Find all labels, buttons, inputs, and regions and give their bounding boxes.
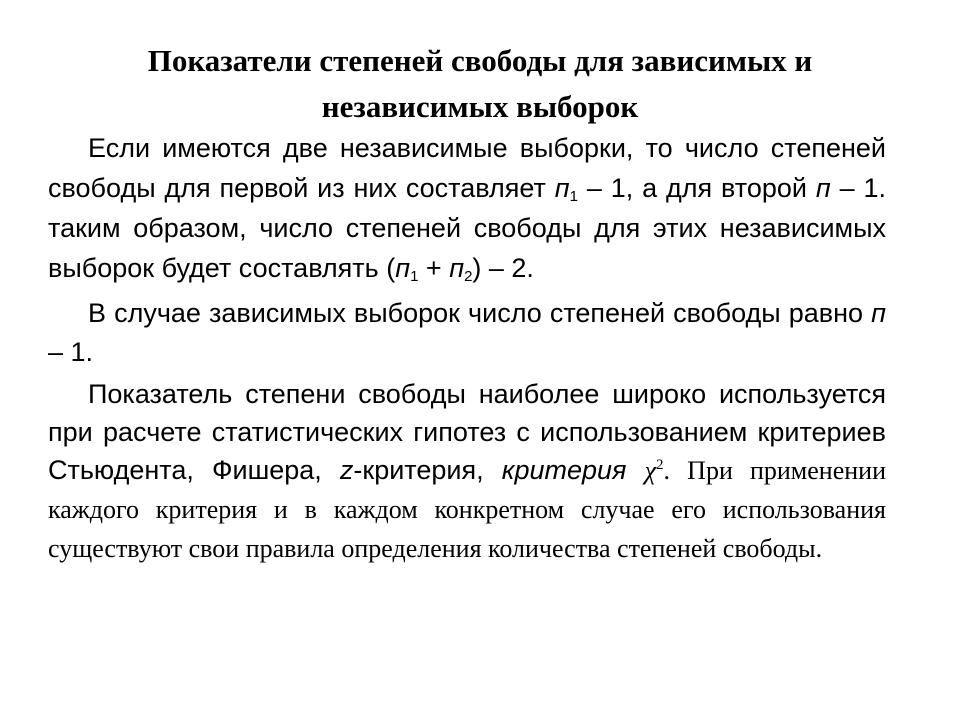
para1-text-2: – 1, а для второй [577, 173, 816, 203]
slide-body [48, 128, 886, 568]
para1-sub-1b: 1 [410, 268, 419, 285]
paragraph-independent-samples [48, 128, 886, 288]
para3-chi-symbol [645, 456, 664, 485]
para1-sub-2: 2 [464, 268, 473, 285]
para1-n-var-3: п [395, 253, 411, 283]
para3-text-1: Показатель степени свободы наиболее широко используется при расчете статистических гипотез с использованием критериев Стьюдента, Фишера, [48, 379, 886, 485]
para3-chi: χ [644, 456, 657, 485]
para3-text-3: . При применении каждого критерия и в каждом конкретном случае его использования существуют свои правила определения количества степеней свободы. [48, 456, 886, 563]
para2-n-var: п [871, 298, 886, 328]
para2-text-1: В случае зависимых выборок число степеней свободы равно [88, 298, 872, 328]
paragraph-criteria [48, 375, 886, 568]
paragraph-dependent-samples [48, 294, 886, 372]
para3-text-2: -критерия, [353, 455, 502, 485]
para1-n-var-4: п [449, 253, 465, 283]
title-line-2: независимых выборок [321, 89, 639, 124]
para3-chi-sup: 2 [656, 457, 664, 473]
slide-title [60, 38, 900, 130]
para1-n-var: п [554, 173, 570, 203]
para3-z-var: z [339, 455, 354, 485]
para1-plus: + [418, 253, 450, 283]
para1-text-3: – 1. таким образом, число степеней свободы для этих независимых выборок будет составлять ( [48, 173, 886, 283]
para1-n-var-2: п [815, 173, 831, 203]
para1-sub-1: 1 [569, 188, 578, 205]
para1-text-4: ) – 2. [472, 253, 534, 283]
para2-text-2: – 1. [48, 337, 94, 367]
para1-text-1: Если имеются две независимые выборки, то число степеней свободы для первой из них составляет [48, 133, 886, 203]
title-line-1: Показатели степеней свободы для зависимых и [147, 43, 813, 78]
para3-criterion-word: критерия [501, 455, 645, 485]
